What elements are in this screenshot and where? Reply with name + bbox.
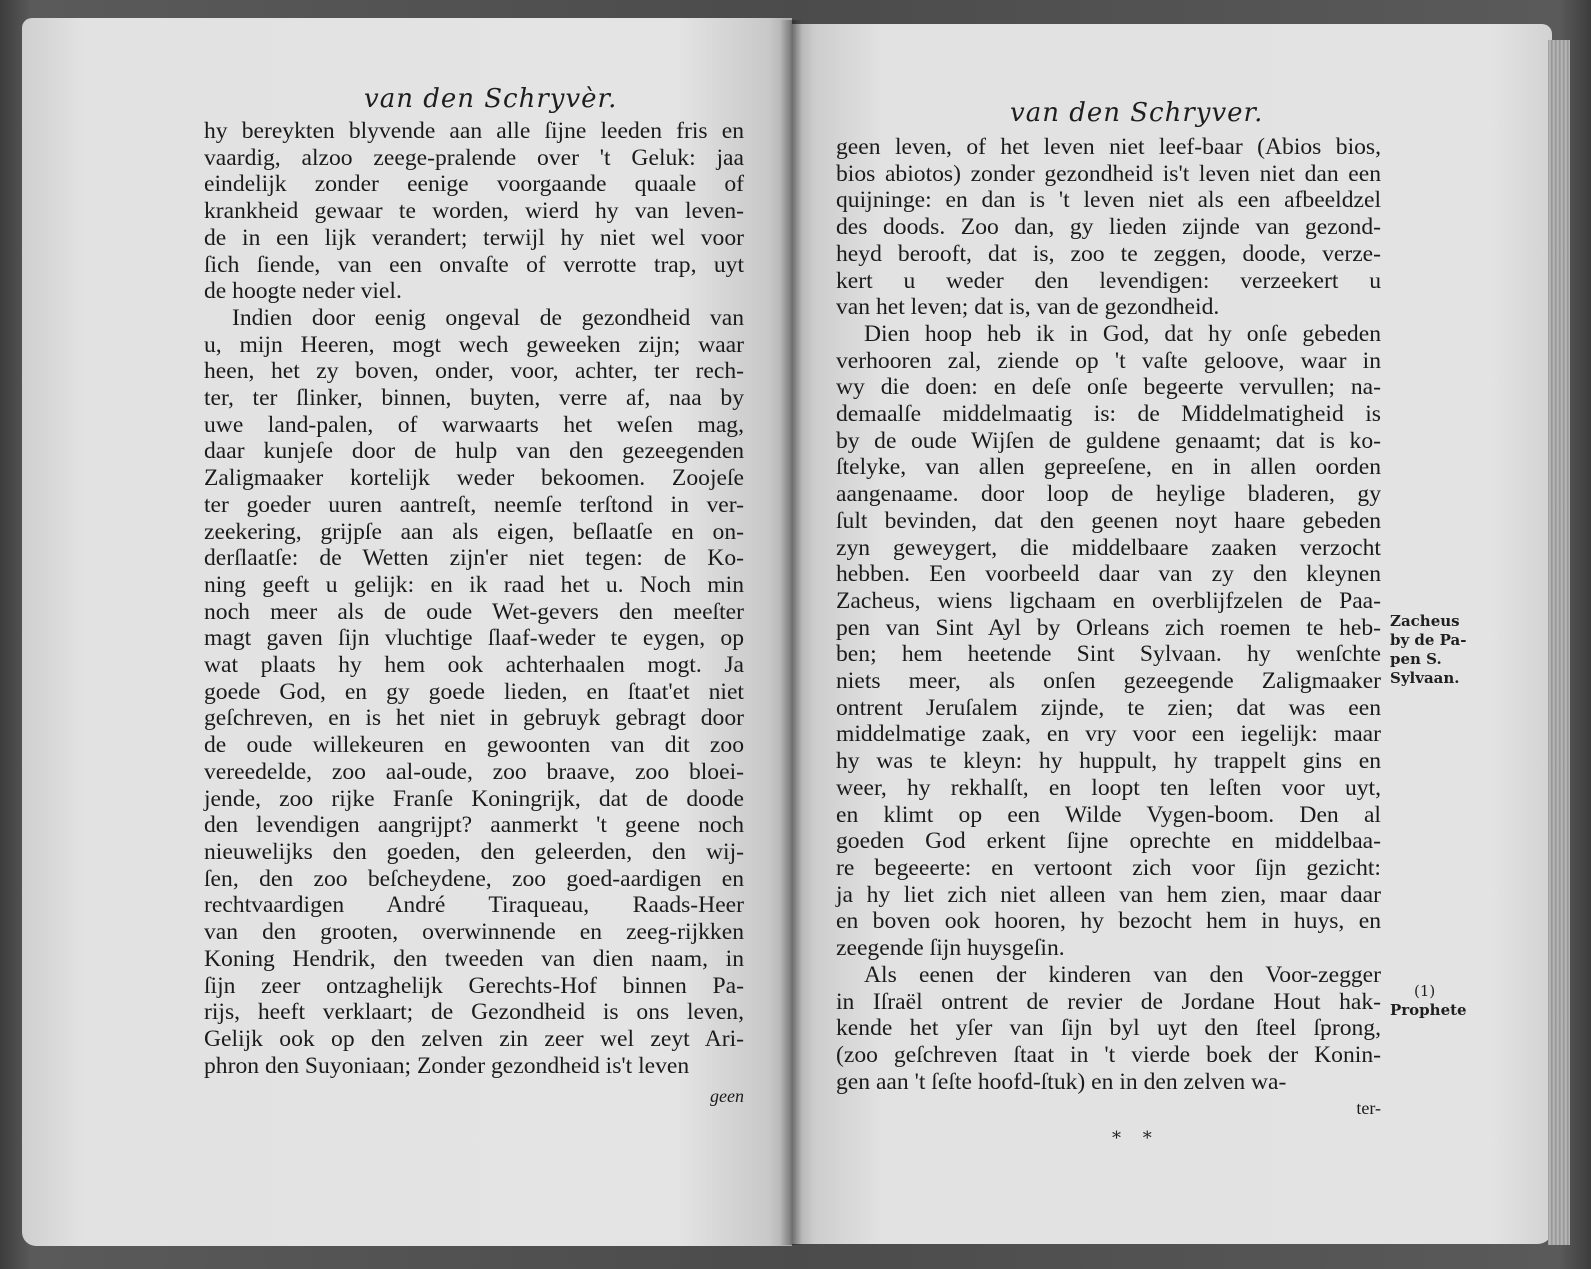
text-line: hebben. Een voorbeeld daar van zy den kleynen <box>836 561 1381 588</box>
marginal-note-reference: (1) <box>1414 982 1436 1000</box>
text-line: ſijn zeer ontzaghelijk Gerechts-Hof binnen Pa- <box>204 972 744 999</box>
text-line: goeden God erkent ſijne oprechte en middelbaa- <box>836 828 1381 855</box>
marginal-note-prophete <box>1390 982 1480 1020</box>
text-line: ſtelyke, van allen gepreeſene, en in allen oorden <box>836 454 1381 481</box>
text-line: weer, hy rekhalſt, en loopt ten leſten voor uyt, <box>836 774 1381 801</box>
text-line: uwe land-palen, of warwaarts het weſen mag, <box>204 411 744 438</box>
book-gutter <box>780 20 802 1245</box>
page-edges <box>1548 40 1570 1245</box>
text-line: des doods. Zoo dan, gy lieden zijnde van gezond- <box>836 214 1381 241</box>
text-line: pen van Sint Ayl by Orleans zich roemen te heb- <box>836 614 1381 641</box>
signature-mark: * * <box>1112 1128 1160 1149</box>
text-line: vaardig, alzoo zeege-pralende over 't Geluk: jaa <box>204 144 744 171</box>
marginal-note-line: Sylvaan. <box>1390 669 1460 687</box>
text-line: zeekering, grijpſe aan als eigen, beſlaatſe en on- <box>204 518 744 545</box>
text-line: daar kunjeſe door de hulp van den gezeegenden <box>204 438 744 465</box>
text-line: ter goeder uuren aantreſt, neemſe terſtond in ver- <box>204 491 744 518</box>
right-running-head: van den Schryver. <box>1010 98 1264 128</box>
text-line: de hoogte neder viel. <box>204 278 402 305</box>
text-line: van den grooten, overwinnende en zeeg-rijkken <box>204 919 744 946</box>
text-line: Koning Hendrik, den tweeden van dien naam, in <box>204 945 744 972</box>
text-line: ſult bevinden, dat den geenen noyt haare gebeden <box>836 507 1381 534</box>
text-line: magt gaven ſijn vluchtige ſlaaf-weder te eygen, op <box>204 625 744 652</box>
catchword: ter- <box>1356 1098 1381 1119</box>
text-line: u, mijn Heeren, mogt wech geweeken zijn; waar <box>204 331 744 358</box>
text-line: Zacheus, wiens ligchaam en overblijfzelen de Paa- <box>836 587 1381 614</box>
text-line: re begeeerte: en vertoont zich voor ſijn gezicht: <box>836 854 1381 881</box>
right-body-text <box>836 134 1381 1122</box>
marginal-note-line: Zacheus <box>1390 612 1460 630</box>
text-line: phron den Suyoniaan; Zonder gezondheid is't leven <box>204 1052 690 1079</box>
text-line: de oude willekeuren en gewoonten van dit zoo <box>204 732 744 759</box>
text-line: (zoo geſchreven ſtaat in 't vierde boek der Konin- <box>836 1041 1381 1068</box>
text-line: ſich ſiende, van een onvaſte of verrotte trap, uyt <box>204 251 744 278</box>
text-line: in Iſraël ontrent de revier de Jordane Hout hak- <box>836 988 1381 1015</box>
text-line: jende, zoo rijke Franſe Koningrijk, dat de doode <box>204 785 744 812</box>
text-line: de in een lijk verandert; terwijl hy niet wel voor <box>204 224 744 251</box>
text-line: ſen, den zoo beſcheydene, zoo goed-aardigen en <box>204 865 744 892</box>
right-page <box>792 24 1552 1244</box>
text-line: Als eenen der kinderen van den Voor-zegger <box>864 961 1381 988</box>
text-line: derſlaatſe: de Wetten zijn'er niet tegen: de Ko- <box>204 545 744 572</box>
text-line: hy was te kleyn: hy huppult, hy trappelt gins en <box>836 748 1381 775</box>
text-line: Zaligmaaker kortelijk weder bekoomen. Zoojeſe <box>204 465 744 492</box>
marginal-note-text: Prophete <box>1390 1001 1467 1019</box>
text-line: heyd berooft, dat is, zoo te zeggen, doode, verze- <box>836 240 1381 267</box>
text-line: en klimt op een Wilde Vygen-boom. Den al <box>836 801 1381 828</box>
text-line: ben; hem heetende Sint Sylvaan. hy wenſchte <box>836 641 1381 668</box>
left-body-text <box>204 118 744 1110</box>
text-line: quijninge: en dan is 't leven niet als een afbeeldzel <box>836 187 1381 214</box>
text-line: hy bereykten blyvende aan alle ſijne leeden fris en <box>204 118 744 144</box>
text-line: goede God, en gy goede lieden, en ſtaat'et niet <box>204 678 744 705</box>
text-line: bios abiotos) zonder gezondheid is't leven niet dan een <box>836 160 1381 187</box>
text-line: den levendigen aangrijpt? aanmerkt 't geene noch <box>204 812 744 839</box>
text-line: geſchreven, en is het niet in gebruyk gebragt door <box>204 705 744 732</box>
text-line: by de oude Wijſen de guldene genaamt; dat is ko- <box>836 427 1381 454</box>
text-line: geen leven, of het leven niet leef-baar (Abios bios, <box>836 134 1381 160</box>
text-line: noch meer als de oude Wet-gevers den meeſter <box>204 598 744 625</box>
text-line: Indien door eenig ongeval de gezondheid van <box>232 304 744 331</box>
text-line: ning geeft u gelijk: en ik raad het u. Noch min <box>204 571 744 598</box>
text-line: rechtvaardigen André Tiraqueau, Raads-Heer <box>204 892 744 919</box>
text-line: wat plaats hy hem ook achterhaalen mogt. Ja <box>204 652 744 679</box>
text-line: ter, ter ſlinker, binnen, buyten, verre af, naa by <box>204 385 744 412</box>
text-line: ontrent Jeruſalem zijnde, te zien; dat was een <box>836 694 1381 721</box>
text-line: demaalſe middelmaatig is: de Middelmatigheid is <box>836 401 1381 428</box>
text-line: gen aan 't ſeſte hoofd-ſtuk) en in den zelven wa- <box>836 1068 1287 1095</box>
marginal-note-line: pen S. <box>1390 650 1442 668</box>
text-line: kende het yſer van ſijn byl uyt den ſteel ſprong, <box>836 1015 1381 1042</box>
text-line: heen, het zy boven, onder, voor, achter, ter rech- <box>204 358 744 385</box>
text-line: vereedelde, zoo aal-oude, zoo braave, zoo bloei- <box>204 758 744 785</box>
text-line: kert u weder den levendigen: verzeekert u <box>836 267 1381 294</box>
text-line: wy die doen: en deſe onſe begeerte vervullen; na- <box>836 374 1381 401</box>
text-line: Gelijk ook op den zelven zin zeer wel zeyt Ari- <box>204 1025 744 1052</box>
text-line: Dien hoop heb ik in God, dat hy onſe gebeden <box>864 320 1381 347</box>
text-line: van het leven; dat is, van de gezondheid. <box>836 294 1220 321</box>
text-line: krankheid gewaar te worden, wierd hy van leven- <box>204 198 744 225</box>
text-line: en boven ook hooren, hy bezocht hem in huys, en <box>836 908 1381 935</box>
text-line: niets meer, als onſen gezeegende Zaligmaaker <box>836 668 1381 695</box>
text-line: zyn geweygert, die middelbaare zaaken verzocht <box>836 534 1381 561</box>
text-line: eindelijk zonder eenige voorgaande quaale of <box>204 171 744 198</box>
text-line: rijs, heeft verklaart; de Gezondheid is ons leven, <box>204 999 744 1026</box>
text-line: ja hy liet zich niet alleen van hem zien, maar daar <box>836 881 1381 908</box>
text-line: nieuwelijks den goeden, den geleerden, den wij- <box>204 838 744 865</box>
text-line: aangenaame. door loop de heylige bladeren, gy <box>836 481 1381 508</box>
marginal-note-zacheus <box>1390 612 1480 688</box>
marginal-note-line: by de Pa- <box>1390 631 1467 649</box>
text-line: verhooren zal, ziende op 't vaſte geloove, waar in <box>836 347 1381 374</box>
text-line: zeegende ſijn huysgeſin. <box>836 935 1065 962</box>
left-page <box>22 18 792 1246</box>
left-running-head: van den Schryvèr. <box>364 84 618 114</box>
text-line: middelmatige zaak, en vry voor een iegelijk: maar <box>836 721 1381 748</box>
catchword: geen <box>710 1086 744 1107</box>
